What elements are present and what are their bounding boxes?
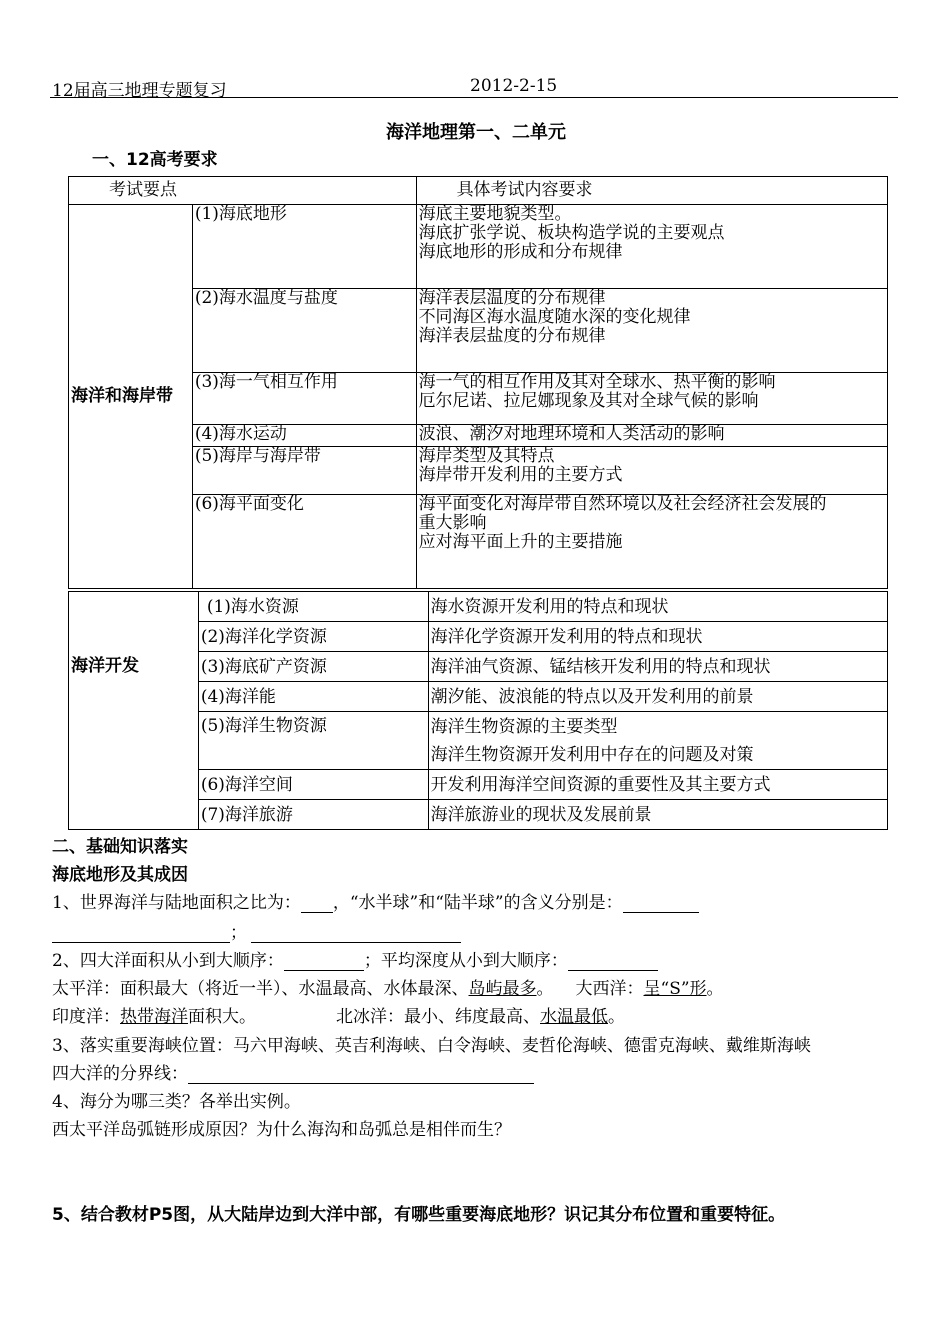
question-5: 5、结合教材P5图，从大陆岸边到大洋中部，有哪些重要海底地形？识记其分布位置和重要特征。: [52, 1205, 786, 1225]
content-cell: 海洋表层温度的分布规律 不同海区海水温度随水深的变化规律 海洋表层盐度的分布规律: [416, 289, 887, 373]
header-date: 2012-2-15: [470, 76, 558, 96]
section-heading-1: 一、12高考要求: [92, 150, 218, 170]
content-cell: 波浪、潮汐对地理环境和人类活动的影响: [416, 425, 887, 447]
topic-cell: (4)海水运动: [192, 425, 416, 447]
content-cell: 海水资源开发利用的特点和现状: [428, 592, 887, 622]
content-cell: 潮汐能、波浪能的特点以及开发利用的前景: [428, 682, 887, 712]
content-cell: 海洋油气资源、锰结核开发利用的特点和现状: [428, 652, 887, 682]
topic-cell: (2)海水温度与盐度: [192, 289, 416, 373]
header-content: 具体考试内容要求: [416, 177, 887, 205]
header-left: 12届高三地理专题复习: [52, 81, 227, 101]
topic-cell: (3)海一气相互作用: [192, 373, 416, 425]
question-4b: 西太平洋岛弧链形成原因？为什么海沟和岛弧总是相伴而生？: [52, 1120, 511, 1140]
exam-table-development: [68, 591, 888, 830]
content-cell: 海洋旅游业的现状及发展前景: [428, 800, 887, 830]
topic-cell: (5)海洋生物资源: [198, 712, 428, 770]
question-4: 4、海分为哪三类？各举出实例。: [52, 1092, 301, 1112]
question-1-cont: ；: [52, 918, 461, 943]
indian-line: 印度洋：热带海洋面积大。 北冰洋：最小、纬度最高、水温最低。: [52, 1007, 625, 1027]
content-cell: 海平面变化对海岸带自然环境以及社会经济社会发展的 重大影响 应对海平面上升的主要措施: [416, 495, 887, 589]
content-cell: 海底主要地貌类型。 海底扩张学说、板块构造学说的主要观点 海底地形的形成和分布规律: [416, 205, 887, 289]
topic-cell: (1)海底地形: [192, 205, 416, 289]
topic-cell: (3)海底矿产资源: [198, 652, 428, 682]
group-cell: 海洋开发: [69, 592, 199, 830]
subheading: 海底地形及其成因: [52, 865, 188, 885]
boundary-line: 四大洋的分界线：: [52, 1059, 534, 1084]
content-cell: 海洋生物资源的主要类型 海洋生物资源开发利用中存在的问题及对策: [428, 712, 887, 770]
page-title: 海洋地理第一、二单元: [386, 122, 566, 143]
topic-cell: (5)海岸与海岸带: [192, 447, 416, 495]
content-cell: 开发利用海洋空间资源的重要性及其主要方式: [428, 770, 887, 800]
exam-table-coast: [68, 176, 888, 589]
content-cell: 海洋化学资源开发利用的特点和现状: [428, 622, 887, 652]
topic-cell: (4)海洋能: [198, 682, 428, 712]
header-rule: [50, 97, 898, 98]
topic-cell: (2)海洋化学资源: [198, 622, 428, 652]
topic-cell: (7)海洋旅游: [198, 800, 428, 830]
group-cell: 海洋和海岸带: [69, 205, 193, 589]
topic-cell: (1)海水资源: [198, 592, 428, 622]
question-3: 3、落实重要海峡位置：马六甲海峡、英吉利海峡、白令海峡、麦哲伦海峡、德雷克海峡、戴维斯海峡: [52, 1036, 811, 1056]
section-heading-2: 二、基础知识落实: [52, 837, 188, 857]
topic-cell: (6)海洋空间: [198, 770, 428, 800]
header-points: 考试要点: [69, 177, 417, 205]
content-cell: 海岸类型及其特点 海岸带开发利用的主要方式: [416, 447, 887, 495]
content-cell: 海一气的相互作用及其对全球水、热平衡的影响 厄尔尼诺、拉尼娜现象及其对全球气候的影响: [416, 373, 887, 425]
pacific-line: 太平洋：面积最大（将近一半）、水温最高、水体最深、岛屿最多。 大西洋：呈“S”形。: [52, 979, 724, 999]
question-1: 1、世界海洋与陆地面积之比为： ，“水半球”和“陆半球”的含义分别是：: [52, 888, 699, 913]
topic-cell: (6)海平面变化: [192, 495, 416, 589]
question-2: 2、四大洋面积从小到大顺序： ；平均深度从小到大顺序：: [52, 946, 658, 971]
